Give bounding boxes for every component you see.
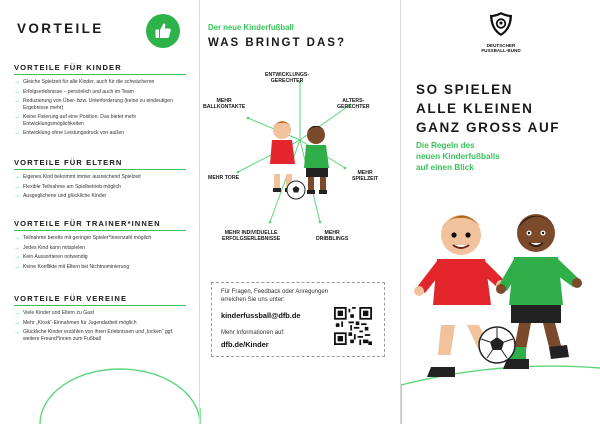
- label-entwicklung: ENTWICKLUNGS- GERECHTER: [265, 72, 310, 85]
- thumbs-up-icon: [146, 14, 180, 48]
- list-item: → Viele Kinder und Eltern zu Gast: [14, 310, 186, 317]
- label-alters: ALTERS- GERECHTER: [337, 98, 370, 111]
- list-item: → Kein Aussortieren notwendig: [14, 254, 186, 261]
- list-item: → Teilnahme bereits mit geringer Spieler*innenzahl möglich: [14, 235, 186, 242]
- kids-illustration: [401, 205, 600, 424]
- contact-text: Für Fragen, Feedback oder Anregungen erreichen Sie uns unter:: [221, 289, 329, 303]
- section-eltern: [14, 158, 186, 203]
- list-item: → Erfolgserlebnisse – persönlich und auch im Team: [14, 89, 186, 96]
- section-heading: VORTEILE FÜR VEREINE: [14, 294, 186, 306]
- list-item: → Entwicklung ohne Leistungsdruck von außen: [14, 130, 186, 137]
- list-item: → Keine Konflikte mit Eltern bei Nichtnominierung: [14, 264, 186, 271]
- spark-icon: [237, 81, 352, 224]
- cover-headline: SO SPIELEN ALLE KLEINEN GANZ GROSS AUF: [416, 82, 561, 135]
- section-heading: VORTEILE FÜR KINDER: [14, 63, 186, 75]
- qr-code: [334, 307, 372, 345]
- section-trainer: [14, 219, 186, 273]
- panel-title: WAS BRINGT DAS?: [208, 37, 346, 49]
- cover-subline: Die Regeln des neuen Kinderfußballs auf einen Blick: [416, 141, 500, 172]
- contact-box: [211, 282, 385, 357]
- list-item: → Reduzierung von Über- bzw. Unterforderung (keine zu eindeutigen Ergebnisse mehr): [14, 98, 186, 111]
- section-vereine: [14, 294, 186, 345]
- dfb-logo: [477, 11, 525, 54]
- dfb-crest-icon: [489, 11, 513, 37]
- label-ballkontakte: MEHR BALLKONTAKTE: [203, 98, 246, 111]
- label-erfolge: MEHR INDIVIDUELLE ERFOLGSERLEBNISSE: [222, 230, 281, 243]
- panel-subtitle: Der neue Kinderfußball: [208, 23, 294, 32]
- label-dribblings: MEHR DRIBBLINGS: [316, 230, 349, 243]
- section-heading: VORTEILE FÜR TRAINER*INNEN: [14, 219, 186, 231]
- kid-red-illustration: [270, 121, 295, 192]
- section-heading: VORTEILE FÜR ELTERN: [14, 158, 186, 170]
- label-spielzeit: MEHR SPIELZEIT: [352, 170, 379, 183]
- section-kinder: [14, 63, 186, 140]
- list-item: → Ausgeglichene und glückliche Kinder: [14, 193, 186, 200]
- panel-title: VORTEILE: [17, 21, 104, 36]
- list-item: → Jedes Kind kann mitspielen: [14, 245, 186, 252]
- website-link[interactable]: dfb.de/Kinder: [221, 340, 269, 349]
- list-item: → Glückliche Kinder erzählen von ihren Erlebnissen und „locken“ ggf. weitere Freund*innen zum Fußball: [14, 329, 186, 342]
- kid-green-illustration: [304, 126, 329, 194]
- contact-email-link[interactable]: kinderfussball@dfb.de: [221, 311, 301, 320]
- list-item: → Flexible Teilnahme am Spielbetrieb möglich: [14, 184, 186, 191]
- soccer-ball-icon: [479, 327, 515, 363]
- soccer-ball-icon: [287, 181, 305, 199]
- logo-text: DEUTSCHER FUSSBALL-BUND: [481, 43, 521, 54]
- list-item: → Keine Fixierung auf eine Position. Das bietet mehr Entwicklungsmöglichkeiten: [14, 114, 186, 127]
- more-info-label: Mehr Informationen auf:: [221, 330, 285, 336]
- list-item: → Eigenes Kind bekommt immer ausreichend Spielzeit: [14, 174, 186, 181]
- list-item: → Mehr „Kiosk“-Einnahmen für Jugendarbeit möglich: [14, 320, 186, 327]
- list-item: → Gleiche Spielzeit für alle Kinder, auch für die schwächeren: [14, 79, 186, 86]
- label-tore: MEHR TORE: [208, 175, 240, 181]
